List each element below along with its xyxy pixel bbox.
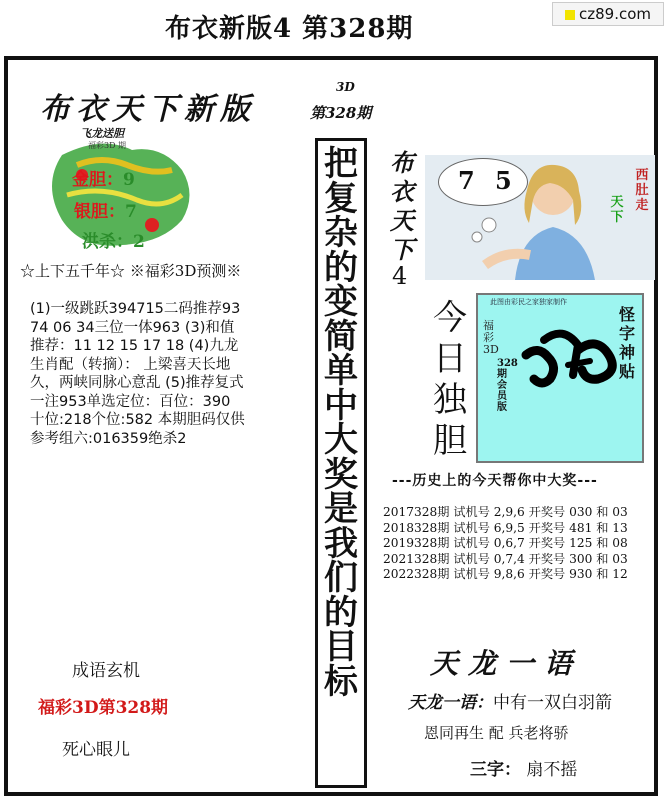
slogan-char: 的: [324, 247, 358, 288]
side-text-red: [633, 168, 651, 213]
slogan-char: 标: [324, 661, 358, 702]
yellow-square-icon: [565, 10, 575, 20]
hong-label: 洪杀：: [82, 232, 133, 252]
idiom-answer: 死心眼儿: [62, 740, 130, 760]
buyi-char: 衣: [390, 177, 414, 206]
prediction-text: (1)一级跳跃394715二码推荐93 74 06 34三位一体963 (3)和值推荐：11 12 15 17 18 (4)九龙生肖配（转摘）： 上梁喜天长地久，两峡同脉心意乱 (5)推荐复式一注953单选定位：百位：390 十位:218个位:582 本期胆码仅供参考组六:016359绝杀2: [30, 301, 245, 447]
slogan-char: 复: [324, 178, 358, 219]
silver-value: 7: [125, 202, 137, 222]
history-row: 2018328期 试机号 6,9,5 开奖号 481 和 13: [383, 520, 628, 535]
dragon-saying-heading: 天龙一语: [430, 647, 583, 680]
three-char-label: 三字：: [470, 760, 521, 780]
slogan-char: 单: [324, 351, 358, 391]
tagline: ☆上下五千年☆ ※福彩3D预测※: [20, 262, 242, 280]
bubble-number: 7 5: [458, 166, 518, 195]
buyi-char: 下: [390, 235, 414, 264]
side-red-char: 西: [635, 168, 649, 183]
slogan-char: 奖: [324, 454, 358, 495]
history-row: 2022328期 试机号 9,8,6 开奖号 930 和 12: [383, 567, 628, 581]
history-list: [383, 505, 628, 583]
daily-char: 独: [433, 380, 467, 420]
site-url: cz89.com: [578, 5, 651, 23]
banner-title: 布衣天下新版: [40, 92, 256, 127]
page-title: 布衣新版4 第328期: [165, 14, 414, 44]
three-char-hint: [470, 755, 577, 780]
guai-zi-shen-tie: [616, 305, 638, 381]
guai-char: 贴: [618, 362, 635, 381]
slogan-char: 简: [324, 316, 358, 357]
member-edition: 328期会员版: [497, 358, 518, 413]
dragon-saying: [408, 688, 612, 713]
buyi-vertical: [385, 148, 419, 264]
slogan-chars: [318, 144, 364, 702]
slogan-char: 大: [324, 420, 358, 460]
slogan-char: 们: [324, 558, 358, 598]
buyi-char: 布: [390, 148, 414, 177]
dragon-sub: 福彩3D 期: [88, 141, 127, 150]
slogan-column: [315, 138, 367, 788]
slogan-char: 我: [324, 523, 358, 564]
fucai-vertical: 福彩3D: [483, 319, 499, 356]
daily-char: 今: [433, 298, 467, 338]
slogan-char: 目: [324, 627, 358, 667]
side-red-char: 肚: [635, 183, 649, 198]
buyi-number: 4: [392, 262, 408, 290]
hong-sha: [82, 227, 145, 252]
buyi-char: 天: [390, 206, 414, 235]
slogan-char: 是: [324, 489, 358, 529]
history-row: 2019328期 试机号 0,6,7 开奖号 125 和 08: [383, 536, 628, 550]
dragon-caption: 飞龙送胆: [80, 127, 124, 140]
slogan-char: 杂: [324, 213, 358, 253]
dragon-saying-text: 中有一双白羽箭: [493, 693, 612, 713]
daily-char: 胆: [433, 421, 467, 461]
slogan-char: 的: [324, 592, 358, 633]
history-row: 2021328期 试机号 0,7,4 开奖号 300 和 03: [383, 551, 628, 566]
silver-label: 银胆：: [74, 202, 125, 222]
guai-char: 怪: [618, 305, 635, 324]
side-red-char: 走: [635, 198, 649, 213]
side-green-char: 下: [610, 210, 624, 225]
gold-dan: [72, 165, 135, 190]
silver-dan: [74, 197, 137, 222]
slogan-char: 把: [324, 144, 358, 184]
issue-number: 第328期: [310, 104, 372, 122]
guai-char: 字: [618, 324, 635, 343]
dragon-saying-label: 天龙一语：: [408, 693, 493, 713]
history-row: 2017328期 试机号 2,9,6 开奖号 030 和 03: [383, 505, 628, 519]
site-badge[interactable]: [552, 2, 664, 26]
slogan-char: 中: [324, 385, 358, 426]
gold-value: 9: [123, 170, 135, 190]
slogan-char: 变: [324, 282, 358, 322]
dragon-badge: [42, 125, 197, 255]
guai-char: 神: [618, 343, 635, 362]
daily-single-dan: [430, 298, 470, 462]
label-3d: 3D: [336, 80, 355, 94]
three-char-text: 扇不摇: [526, 760, 578, 780]
dragon-saying-rest: 恩同再生 配 兵老将骄: [424, 724, 569, 742]
cyan-box-credit: 此图由彩民之家独家制作: [490, 298, 567, 306]
daily-char: 日: [433, 339, 467, 379]
hong-value: 2: [133, 232, 145, 252]
idiom-issue: 福彩3D第328期: [38, 698, 169, 718]
idiom-heading: 成语玄机: [72, 661, 140, 681]
gold-label: 金胆：: [72, 170, 123, 190]
side-text-green: [608, 195, 626, 225]
history-heading: ---历史上的今天帮你中大奖---: [392, 473, 598, 489]
side-green-char: 天: [610, 195, 624, 210]
